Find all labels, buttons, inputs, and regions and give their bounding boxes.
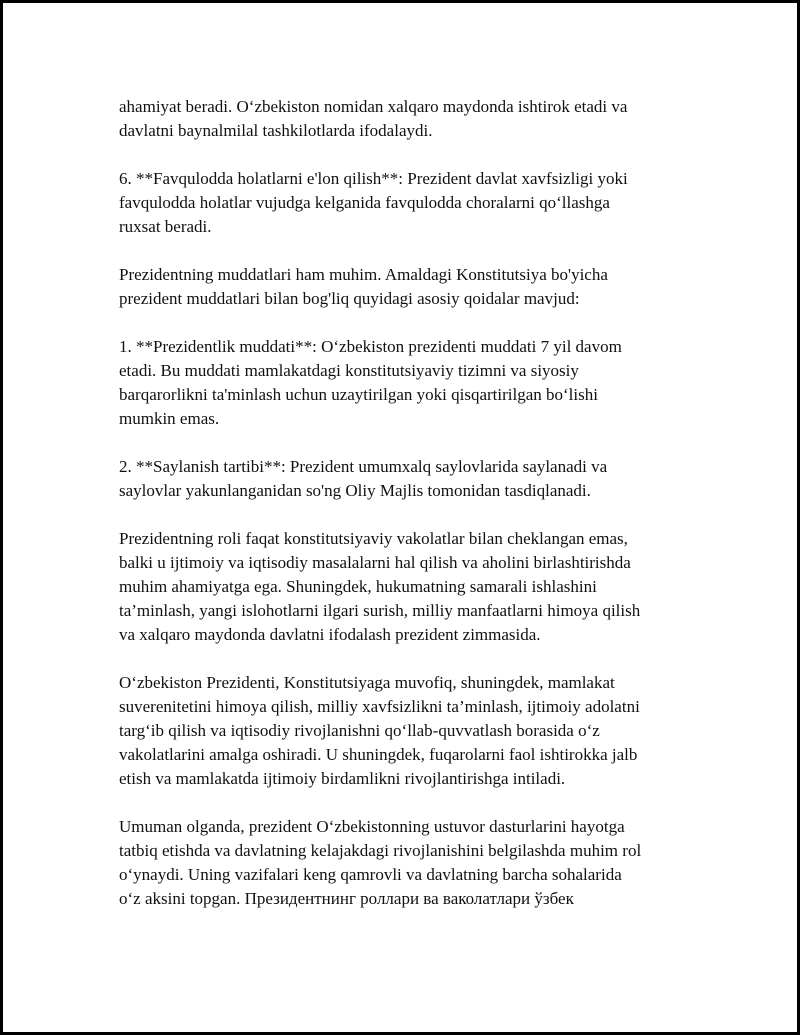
text-line: etish va mamlakatda ijtimoiy birdamlikni rivojlantirishga intiladi. xyxy=(119,769,566,788)
text-line: vakolatlarini amalga oshiradi. U shuningdek, fuqarolarni faol ishtirokka jalb xyxy=(119,745,638,764)
text-line: 1. **Prezidentlik muddati**: O‘zbekiston prezidenti muddati 7 yil davom xyxy=(119,337,622,356)
text-line: tatbiq etishda va davlatning kelajakdagi rivojlanishini belgilashda muhim rol xyxy=(119,841,642,860)
paragraph-6 xyxy=(119,527,709,647)
paragraph-3 xyxy=(119,263,709,311)
text-line: 2. **Saylanish tartibi**: Prezident umumxalq saylovlarida saylanadi va xyxy=(119,457,608,476)
paragraph-8 xyxy=(119,815,709,911)
text-line: Prezidentning roli faqat konstitutsiyaviy vakolatlar bilan cheklangan emas, xyxy=(119,529,628,548)
paragraph-5 xyxy=(119,455,709,503)
text-line: ruxsat beradi. xyxy=(119,217,212,236)
text-line: favqulodda holatlar vujudga kelganida favqulodda choralarni qo‘llashga xyxy=(119,193,610,212)
text-line: barqarorlikni ta'minlash uchun uzaytirilgan yoki qisqartirilgan bo‘lishi xyxy=(119,385,598,404)
paragraph-2 xyxy=(119,167,709,239)
text-line: Prezidentning muddatlari ham muhim. Amaldagi Konstitutsiya bo'yicha xyxy=(119,265,608,284)
text-line: Umuman olganda, prezident O‘zbekistonning ustuvor dasturlarini hayotga xyxy=(119,817,625,836)
document-body xyxy=(119,95,709,935)
text-line: va xalqaro maydonda davlatni ifodalash prezident zimmasida. xyxy=(119,625,541,644)
text-line: mumkin emas. xyxy=(119,409,220,428)
text-line: o‘ynaydi. Uning vazifalari keng qamrovli va davlatning barcha sohalarida xyxy=(119,865,622,884)
text-line: muhim ahamiyatga ega. Shuningdek, hukumatning samarali ishlashini xyxy=(119,577,597,596)
paragraph-4 xyxy=(119,335,709,431)
text-line: etadi. Bu muddati mamlakatdagi konstitutsiyaviy tizimni va siyosiy xyxy=(119,361,579,380)
text-line: ahamiyat beradi. O‘zbekiston nomidan xalqaro maydonda ishtirok etadi va xyxy=(119,97,628,116)
text-line: prezident muddatlari bilan bog'liq quyidagi asosiy qoidalar mavjud: xyxy=(119,289,580,308)
text-line: suverenitetini himoya qilish, milliy xavfsizlikni ta’minlash, ijtimoiy adolatni xyxy=(119,697,640,716)
text-line: O‘zbekiston Prezidenti, Konstitutsiyaga muvofiq, shuningdek, mamlakat xyxy=(119,673,615,692)
text-line: o‘z aksini topgan. Президентнинг роллари ва ваколатлари ўзбек xyxy=(119,889,574,908)
text-line: balki u ijtimoiy va iqtisodiy masalalarni hal qilish va aholini birlashtirishda xyxy=(119,553,631,572)
text-line: ta’minlash, yangi islohotlarni ilgari surish, milliy manfaatlarni himoya qilish xyxy=(119,601,641,620)
text-line: saylovlar yakunlanganidan so'ng Oliy Majlis tomonidan tasdiqlanadi. xyxy=(119,481,591,500)
text-line: davlatni baynalmilal tashkilotlarda ifodalaydi. xyxy=(119,121,433,140)
text-line: 6. **Favqulodda holatlarni e'lon qilish**: Prezident davlat xavfsizligi yoki xyxy=(119,169,628,188)
paragraph-7 xyxy=(119,671,709,791)
text-line: targ‘ib qilish va iqtisodiy rivojlanishni qo‘llab-quvvatlash borasida o‘z xyxy=(119,721,600,740)
paragraph-1 xyxy=(119,95,709,143)
